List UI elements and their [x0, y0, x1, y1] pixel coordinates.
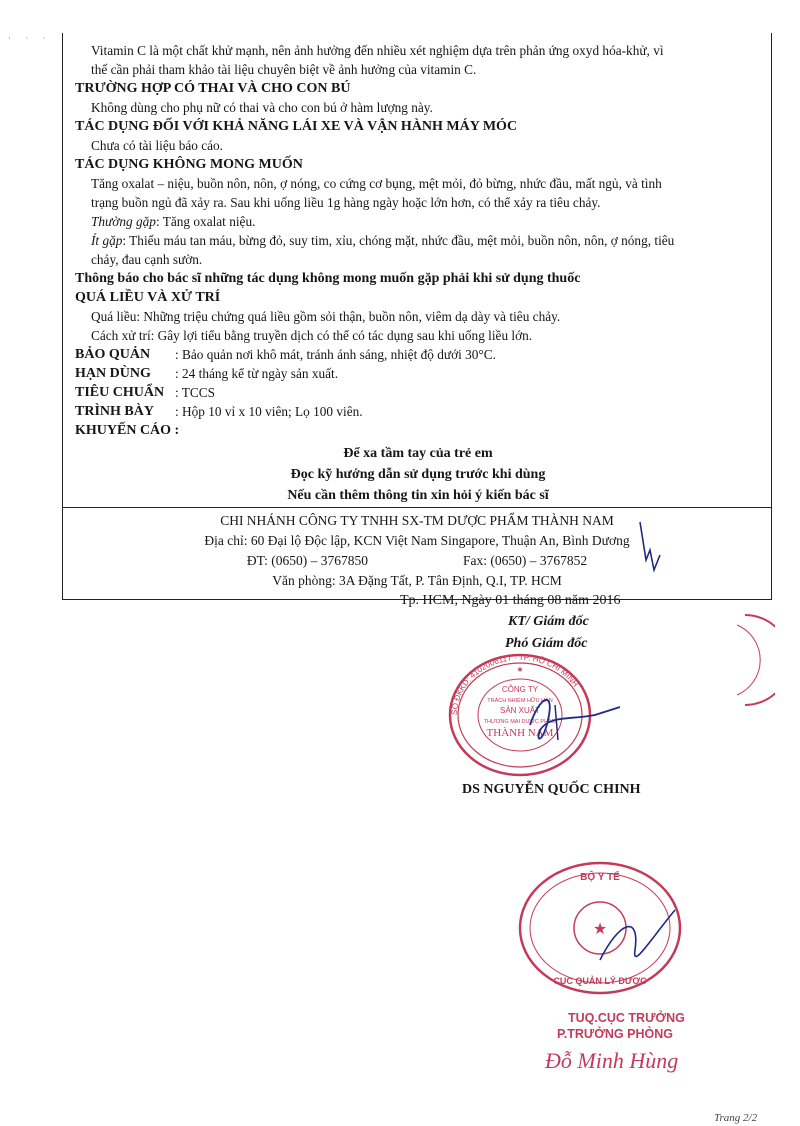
company-name: CHI NHÁNH CÔNG TY TNHH SX-TM DƯỢC PHẨM THÀNH NAM: [220, 513, 614, 528]
side-effects-heading: TÁC DỤNG KHÔNG MONG MUỐN: [75, 157, 303, 172]
side-effects-line-1: Tăng oxalat – niệu, buồn nôn, nôn, ợ nóng, co cứng cơ bụng, mệt mỏi, đỏ bừng, nhức đầu, mất ngủ, và tình: [91, 176, 662, 191]
driving-heading: TÁC DỤNG ĐỐI VỚI KHẢ NĂNG LÁI XE VÀ VẬN HÀNH MÁY MÓC: [75, 119, 518, 134]
overdose-line-2: Cách xử trí: Gây lợi tiểu bằng truyền dịch có thể có tác dụng sau khi uống liều lớn.: [91, 328, 533, 343]
side-effects-line-2: trạng buồn ngủ đã xảy ra. Sau khi uống liều 1g hàng ngày hoặc lớn hơn, có thể xảy ra tiêu chảy.: [91, 195, 601, 210]
warning-block: [75, 443, 761, 506]
deputy-signature: [500, 685, 630, 755]
spec-label: HẠN DÙNG: [75, 366, 151, 381]
warning-heading: KHUYẾN CÁO :: [75, 423, 180, 438]
stamp-line-5: THÀNH NAM: [486, 727, 554, 739]
star-icon: ★: [516, 665, 524, 674]
common-label: Thường gặp: [91, 214, 156, 229]
overdose-line-1: Quá liều: Những triệu chứng quá liều gồm sỏi thận, buồn nôn, viêm dạ dày và tiêu chảy.: [91, 309, 561, 324]
spec-shelf-life: [75, 364, 761, 383]
warning-line-2: Đọc kỹ hướng dẫn sử dụng trước khi dùng: [290, 467, 546, 482]
warning-line-3: Nếu cần thêm thông tin xin hỏi ý kiến bác sĩ: [287, 488, 549, 503]
intro-line-2: thế cần phải tham khảo tài liệu chuyên biệt về ảnh hưởng của vitamin C.: [91, 62, 477, 77]
director-title: KT/ Giám đốc: [508, 614, 589, 629]
signer-name: DS NGUYỄN QUỐC CHINH: [462, 782, 641, 797]
leaflet-frame: [62, 33, 772, 600]
overdose-heading: QUÁ LIỀU VÀ XỬ TRÍ: [75, 290, 221, 305]
notify-doctor: Thông báo cho bác sĩ những tác dụng không mong muốn gặp phải khi sử dụng thuốc: [75, 271, 581, 286]
company-address: Địa chỉ: 60 Đại lộ Độc lập, KCN Việt Nam Singapore, Thuận An, Bình Dương: [204, 533, 630, 548]
rare-label: Ít gặp: [91, 233, 123, 248]
pregnancy-heading: TRƯỜNG HỢP CÓ THAI VÀ CHO CON BÚ: [75, 81, 351, 96]
side-effects-rare: [75, 231, 761, 250]
approval-title-2: P.TRƯỞNG PHÒNG: [557, 1027, 673, 1041]
spec-value: : TCCS: [175, 385, 216, 400]
approval-name: Đỗ Minh Hùng: [545, 1048, 679, 1073]
ministry-signature: [590, 900, 680, 990]
company-fax: Fax: (0650) – 3767852: [463, 553, 588, 568]
stamp-ring-text: SỐ ĐKKD: 4102006117 · TP. HỒ CHÍ MINH: [449, 652, 581, 716]
common-text: : Tăng oxalat niệu.: [155, 214, 256, 229]
ministry-bottom-text: CỤC QUẢN LÝ DƯỢC: [553, 976, 647, 986]
company-divider: [63, 507, 771, 508]
spec-value: : Bảo quản nơi khô mát, tránh ánh sáng, nhiệt độ dưới 30°C.: [175, 347, 496, 362]
initial-mark: [636, 520, 666, 580]
pregnancy-text: Không dùng cho phụ nữ có thai và cho con bú ở hàm lượng này.: [91, 100, 433, 115]
deputy-title: Phó Giám đốc: [505, 636, 588, 651]
spec-label: TRÌNH BÀY: [75, 404, 154, 419]
side-effects-common: [75, 212, 761, 231]
spec-value: : Hộp 10 vỉ x 10 viên; Lọ 100 viên.: [175, 404, 363, 419]
spec-standard: [75, 383, 761, 402]
warning-line-1: Để xa tầm tay của trẻ em: [343, 446, 493, 461]
spec-label: BẢO QUẢN: [75, 347, 151, 362]
spec-label: TIÊU CHUẨN: [75, 385, 165, 400]
stamp-line-4: THƯƠNG MẠI DƯỢC PHẨM: [483, 719, 557, 725]
approval-signature: [540, 1040, 710, 1080]
approval-title-1: TUQ.CỤC TRƯỞNG: [568, 1011, 685, 1025]
rare-text: : Thiếu máu tan máu, bừng đỏ, suy tim, xỉu, chóng mặt, nhức đầu, mệt mỏi, buồn nôn, nôn, ợ nóng, tiêu: [122, 233, 675, 248]
company-office: Văn phòng: 3A Đặng Tất, P. Tân Định, Q.I, TP. HCM: [272, 573, 562, 588]
spec-presentation: [75, 402, 761, 421]
stamp-line-1: CÔNG TY: [501, 685, 539, 694]
side-effects-rare-2: chảy, đau cạnh sườn.: [91, 252, 203, 267]
stamp-line-3: SẢN XUẤT: [499, 706, 541, 715]
intro-line-1: Vitamin C là một chất khử mạnh, nên ảnh hưởng đến nhiều xét nghiệm dựa trên phản ứng oxyd hóa-khử, vì: [91, 43, 664, 58]
ministry-top-text: BỘ Y TẾ: [580, 872, 620, 883]
spec-value: : 24 tháng kể từ ngày sản xuất.: [175, 366, 339, 381]
page-number: Trang 2/2: [714, 1112, 758, 1124]
spec-storage: [75, 345, 761, 364]
stamp-line-2: TRÁCH NHIỆM HỮU HẠN: [487, 698, 553, 704]
leaflet-content: [75, 41, 761, 506]
company-phone: ĐT: (0650) – 3767850: [246, 553, 369, 568]
emblem-star-icon: ★: [592, 919, 608, 938]
scan-dots: · · ·: [8, 33, 52, 43]
driving-text: Chưa có tài liệu báo cáo.: [91, 138, 224, 153]
edge-stamp: [735, 610, 775, 710]
sign-date: Tp. HCM, Ngày 01 tháng 08 năm 2016: [400, 593, 621, 608]
